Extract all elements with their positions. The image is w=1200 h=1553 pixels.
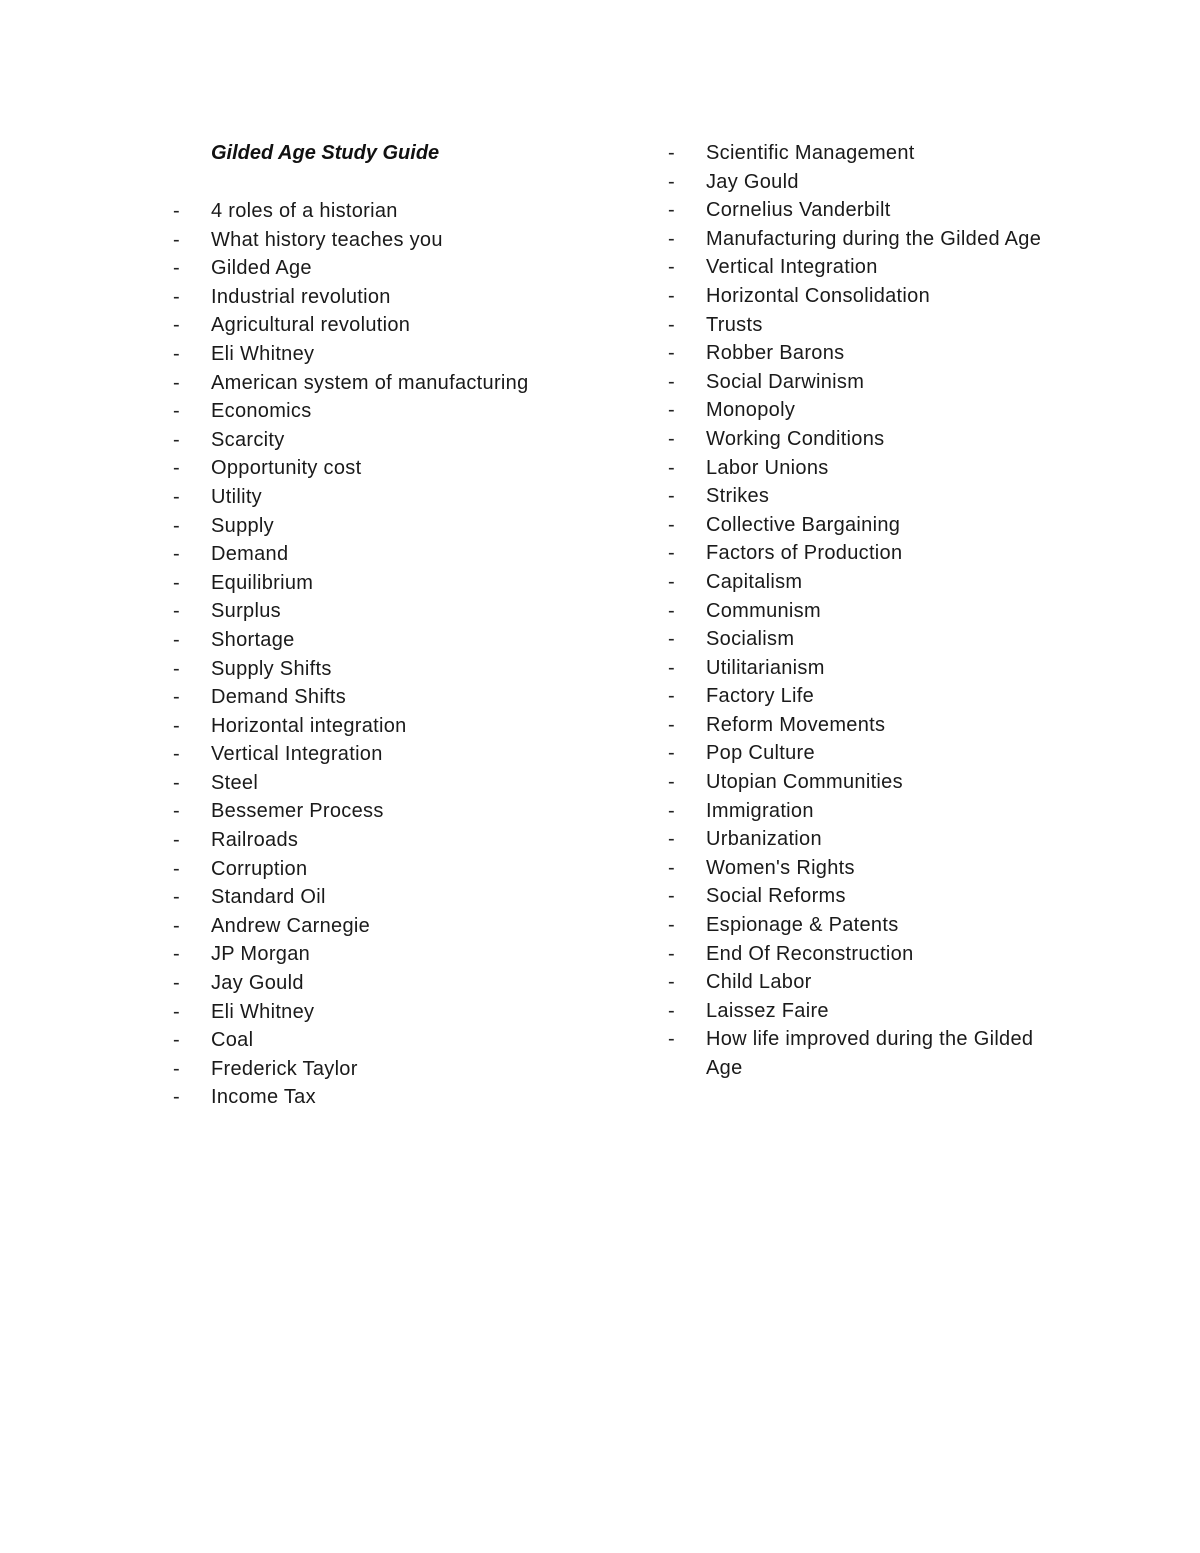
list-bullet: - <box>668 914 675 937</box>
list-bullet: - <box>668 142 675 164</box>
list-bullet: - <box>173 857 180 880</box>
list-item <box>668 911 1068 940</box>
list-bullet: - <box>668 942 675 965</box>
list-item-text: Surplus <box>211 600 281 623</box>
list-bullet: - <box>668 256 675 279</box>
list-item-text: Pop Culture <box>706 742 815 765</box>
list-bullet: - <box>173 1086 180 1109</box>
list-bullet: - <box>668 656 675 679</box>
title-spacer <box>173 168 643 197</box>
list-item <box>668 940 1068 969</box>
list-item-text: Vertical Integration <box>706 256 878 279</box>
left-column <box>173 139 643 1112</box>
list-item-text: Women's Rights <box>706 856 855 879</box>
list-item <box>173 826 643 855</box>
right-column <box>668 139 1068 1083</box>
list-bullet: - <box>173 771 180 794</box>
list-item <box>668 682 1068 711</box>
list-item-text: Horizontal Consolidation <box>706 284 930 307</box>
list-bullet: - <box>173 657 180 680</box>
list-bullet: - <box>173 800 180 823</box>
list-item <box>173 426 643 455</box>
list-item <box>173 1055 643 1084</box>
list-item <box>173 397 643 426</box>
list-item <box>173 969 643 998</box>
list-bullet: - <box>173 342 180 365</box>
list-bullet: - <box>173 485 180 508</box>
list-bullet: - <box>668 828 675 851</box>
list-item-text: Bessemer Process <box>211 800 384 823</box>
list-item-text: Urbanization <box>706 828 822 851</box>
list-item-text: Jay Gould <box>211 972 304 995</box>
list-item-text: Cornelius Vanderbilt <box>706 199 891 222</box>
list-bullet: - <box>668 456 675 479</box>
list-item <box>173 454 643 483</box>
list-item-text: Espionage & Patents <box>706 914 899 937</box>
list-item-text: 4 roles of a historian <box>211 200 398 222</box>
list-item <box>668 1025 1068 1082</box>
list-item-text: Factory Life <box>706 685 815 708</box>
list-bullet: - <box>668 885 675 908</box>
list-item-text: Capitalism <box>706 570 803 593</box>
list-item-text: Coal <box>211 1029 254 1052</box>
list-item <box>173 912 643 941</box>
list-item-text: Supply <box>211 514 274 537</box>
list-item-text: How life improved during the Gilded Age <box>706 1028 1034 1079</box>
list-bullet: - <box>668 513 675 536</box>
list-item-text: Equilibrium <box>211 571 314 594</box>
list-item-text: End Of Reconstruction <box>706 942 914 965</box>
list-item-text: Income Tax <box>211 1086 316 1109</box>
list-item <box>668 597 1068 626</box>
list-bullet: - <box>173 1000 180 1023</box>
list-item-text: Social Darwinism <box>706 370 865 393</box>
list-bullet: - <box>668 971 675 994</box>
list-item <box>668 454 1068 483</box>
list-item-text: What history teaches you <box>211 228 443 251</box>
list-bullet: - <box>173 571 180 594</box>
list-bullet: - <box>668 342 675 365</box>
list-item-text: Vertical Integration <box>211 743 383 766</box>
list-item-text: Child Labor <box>706 971 812 994</box>
list-item-text: Scarcity <box>211 428 285 451</box>
list-item-text: Andrew Carnegie <box>211 914 371 937</box>
list-item <box>668 882 1068 911</box>
list-item-text: Jay Gould <box>706 170 799 193</box>
list-item-text: Corruption <box>211 857 308 880</box>
list-bullet: - <box>173 714 180 737</box>
list-item-text: American system of manufacturing <box>211 371 529 394</box>
list-item-text: Working Conditions <box>706 427 885 450</box>
list-item-text: Reform Movements <box>706 713 886 736</box>
list-item-text: Steel <box>211 771 259 794</box>
list-item <box>668 825 1068 854</box>
list-item <box>173 655 643 684</box>
list-item <box>173 512 643 541</box>
list-item-text: Monopoly <box>706 399 796 422</box>
list-bullet: - <box>668 771 675 794</box>
list-bullet: - <box>173 400 180 423</box>
list-item <box>173 283 643 312</box>
list-item <box>668 368 1068 397</box>
list-item <box>668 396 1068 425</box>
list-item-text: Strikes <box>706 485 770 508</box>
list-item-text: Demand Shifts <box>211 686 347 709</box>
list-bullet: - <box>173 743 180 766</box>
list-item <box>173 254 643 283</box>
list-bullet: - <box>668 542 675 565</box>
list-bullet: - <box>173 829 180 852</box>
list-item <box>173 483 643 512</box>
list-bullet: - <box>668 399 675 422</box>
list-item <box>668 654 1068 683</box>
list-bullet: - <box>173 943 180 966</box>
list-bullet: - <box>173 428 180 451</box>
list-bullet: - <box>173 543 180 566</box>
list-bullet: - <box>668 628 675 651</box>
list-item-text: Horizontal integration <box>211 714 407 737</box>
list-item <box>668 711 1068 740</box>
list-bullet: - <box>173 600 180 623</box>
list-item-text: Utilitarianism <box>706 656 825 679</box>
list-item-text: Shortage <box>211 628 295 651</box>
list-item-text: Eli Whitney <box>211 342 315 365</box>
list-bullet: - <box>173 1029 180 1052</box>
list-item <box>668 139 1068 168</box>
list-item-text: Labor Unions <box>706 456 829 479</box>
list-bullet: - <box>668 370 675 393</box>
list-item <box>668 225 1068 254</box>
list-bullet: - <box>173 457 180 480</box>
list-bullet: - <box>668 170 675 193</box>
list-item-text: Factors of Production <box>706 542 903 565</box>
list-item <box>173 569 643 598</box>
list-item-text: Communism <box>706 599 821 622</box>
list-bullet: - <box>173 1057 180 1080</box>
list-bullet: - <box>668 713 675 736</box>
list-item <box>173 683 643 712</box>
list-item <box>668 768 1068 797</box>
list-bullet: - <box>668 685 675 708</box>
list-bullet: - <box>173 914 180 937</box>
list-item-text: Scientific Management <box>706 142 915 164</box>
list-bullet: - <box>173 514 180 537</box>
list-item <box>668 739 1068 768</box>
list-item <box>173 797 643 826</box>
list-item <box>668 282 1068 311</box>
list-item <box>173 712 643 741</box>
list-item <box>173 540 643 569</box>
list-bullet: - <box>173 886 180 909</box>
list-item-text: Supply Shifts <box>211 657 332 680</box>
left-term-list <box>173 197 643 1112</box>
document-title: Gilded Age Study Guide <box>211 142 440 164</box>
list-item-text: Utility <box>211 485 262 508</box>
list-bullet: - <box>668 799 675 822</box>
list-item-text: Trusts <box>706 313 763 336</box>
list-bullet: - <box>173 628 180 651</box>
list-item <box>173 369 643 398</box>
list-item-text: Collective Bargaining <box>706 513 901 536</box>
list-item <box>668 568 1068 597</box>
list-item <box>668 482 1068 511</box>
list-item <box>173 855 643 884</box>
list-item <box>668 968 1068 997</box>
list-bullet: - <box>173 257 180 280</box>
list-bullet: - <box>173 228 180 251</box>
list-item <box>173 769 643 798</box>
list-item <box>173 226 643 255</box>
list-bullet: - <box>668 570 675 593</box>
list-bullet: - <box>668 227 675 250</box>
list-item <box>668 196 1068 225</box>
list-item-text: JP Morgan <box>211 943 311 966</box>
list-item <box>173 597 643 626</box>
list-item <box>668 997 1068 1026</box>
list-item-text: Manufacturing during the Gilded Age <box>706 227 1042 250</box>
list-bullet: - <box>173 686 180 709</box>
right-term-list <box>668 139 1068 1083</box>
list-item-text: Gilded Age <box>211 257 312 280</box>
list-bullet: - <box>668 856 675 879</box>
list-item <box>668 854 1068 883</box>
list-item-text: Eli Whitney <box>211 1000 315 1023</box>
list-item <box>668 253 1068 282</box>
list-bullet: - <box>173 371 180 394</box>
list-item-text: Opportunity cost <box>211 457 362 480</box>
list-bullet: - <box>668 199 675 222</box>
list-bullet: - <box>668 485 675 508</box>
list-item-text: Industrial revolution <box>211 285 391 308</box>
list-item-text: Social Reforms <box>706 885 846 908</box>
list-bullet: - <box>668 284 675 307</box>
list-item-text: Robber Barons <box>706 342 845 365</box>
list-item <box>668 797 1068 826</box>
list-item-text: Utopian Communities <box>706 771 903 794</box>
list-item <box>668 339 1068 368</box>
list-item-text: Socialism <box>706 628 795 651</box>
list-item <box>173 340 643 369</box>
list-item <box>668 511 1068 540</box>
list-item-text: Immigration <box>706 799 814 822</box>
list-item <box>668 625 1068 654</box>
list-bullet: - <box>173 285 180 308</box>
list-bullet: - <box>668 313 675 336</box>
list-item <box>173 940 643 969</box>
list-item <box>173 197 643 226</box>
list-item-text: Railroads <box>211 829 299 852</box>
list-item-text: Demand <box>211 543 289 566</box>
list-bullet: - <box>173 200 180 222</box>
list-item <box>173 311 643 340</box>
list-item-text: Standard Oil <box>211 886 326 909</box>
list-bullet: - <box>173 314 180 337</box>
list-item <box>668 425 1068 454</box>
list-item <box>173 626 643 655</box>
list-bullet: - <box>668 742 675 765</box>
list-item <box>668 168 1068 197</box>
list-item <box>173 883 643 912</box>
list-item <box>173 740 643 769</box>
list-item <box>173 998 643 1027</box>
list-item-text: Economics <box>211 400 312 423</box>
list-item <box>668 539 1068 568</box>
list-item-text: Frederick Taylor <box>211 1057 358 1080</box>
list-item-text: Laissez Faire <box>706 999 829 1022</box>
list-item-text: Agricultural revolution <box>211 314 411 337</box>
list-item <box>173 1083 643 1112</box>
list-bullet: - <box>668 1028 675 1051</box>
list-bullet: - <box>173 972 180 995</box>
list-bullet: - <box>668 599 675 622</box>
list-item <box>668 311 1068 340</box>
list-item <box>173 1026 643 1055</box>
list-bullet: - <box>668 999 675 1022</box>
list-bullet: - <box>668 427 675 450</box>
